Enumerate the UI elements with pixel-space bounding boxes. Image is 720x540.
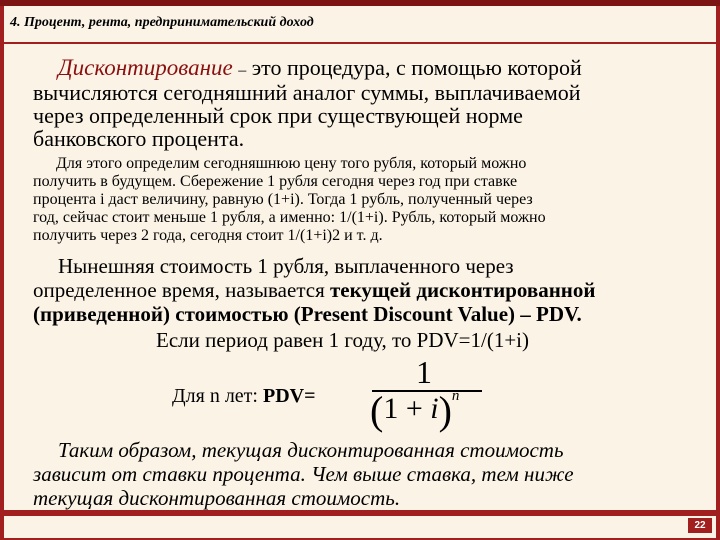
definition-text-1: это процедура, с помощью которой (251, 55, 582, 80)
pdv-line-2-plain: определенное время, называется (33, 278, 330, 302)
formula-paren-close: ) (438, 388, 452, 433)
slide-footer (4, 516, 716, 538)
explanation-line-3: процента i даст величину, равную (1+i). Тогда 1 рубль, полученный через (33, 191, 533, 208)
explanation-line-2: получить в будущем. Сбережение 1 рубля сегодня через год при ставке (33, 173, 518, 190)
pdv-line-1: Нынешняя стоимость 1 рубля, выплаченного через (58, 254, 514, 278)
formula-exponent: n (451, 388, 460, 404)
definition-dash: – (238, 62, 247, 79)
formula-label-bold: PDV= (262, 385, 316, 407)
slide-header (4, 6, 716, 42)
conclusion-line-2: зависит от ставки процента. Чем выше ставка, тем ниже (33, 462, 574, 486)
definition-line-4: банковского процента. (33, 126, 245, 151)
formula-label (172, 385, 315, 408)
definition-line-1 (58, 56, 582, 83)
pdv-line-4: Если период равен 1 году, то PDV=1/(1+i) (156, 328, 529, 352)
explanation-line-5: получить через 2 года, сегодня стоит 1/(1+i)2 и т. д. (33, 227, 383, 244)
pdv-line-3: (приведенной) стоимостью (Present Discount Value) – PDV. (33, 302, 582, 326)
slide-title: 4. Процент, рента, предпринимательский доход (10, 15, 314, 30)
definition-line-2: вычисляются сегодняшний аналог суммы, выплачиваемой (33, 80, 581, 105)
formula-variable: i (430, 392, 439, 425)
explanation-line-4: год, сейчас стоит меньше 1 рубля, а именно: 1/(1+i). Рубль, который можно (33, 209, 546, 226)
formula-numerator: 1 (416, 354, 432, 390)
slide-body (4, 44, 716, 510)
conclusion-line-1: Таким образом, текущая дисконтированная стоимость (58, 438, 564, 462)
pdv-line-2-bold: текущей дисконтированной (329, 278, 596, 302)
formula-base: 1 + (383, 392, 431, 425)
page-number: 22 (688, 518, 712, 533)
definition-term: Дисконтирование (58, 55, 233, 80)
conclusion-line-3: текущая дисконтированная стоимость. (33, 486, 401, 510)
formula-denominator (370, 388, 460, 433)
explanation-line-1: Для этого определим сегодняшнюю цену того рубля, который можно (56, 155, 527, 172)
definition-line-3: через определенный срок при существующей норме (33, 103, 523, 128)
formula-paren-open: ( (370, 388, 384, 433)
formula-label-plain: Для n лет: (172, 385, 263, 407)
pdv-line-2 (33, 278, 596, 302)
